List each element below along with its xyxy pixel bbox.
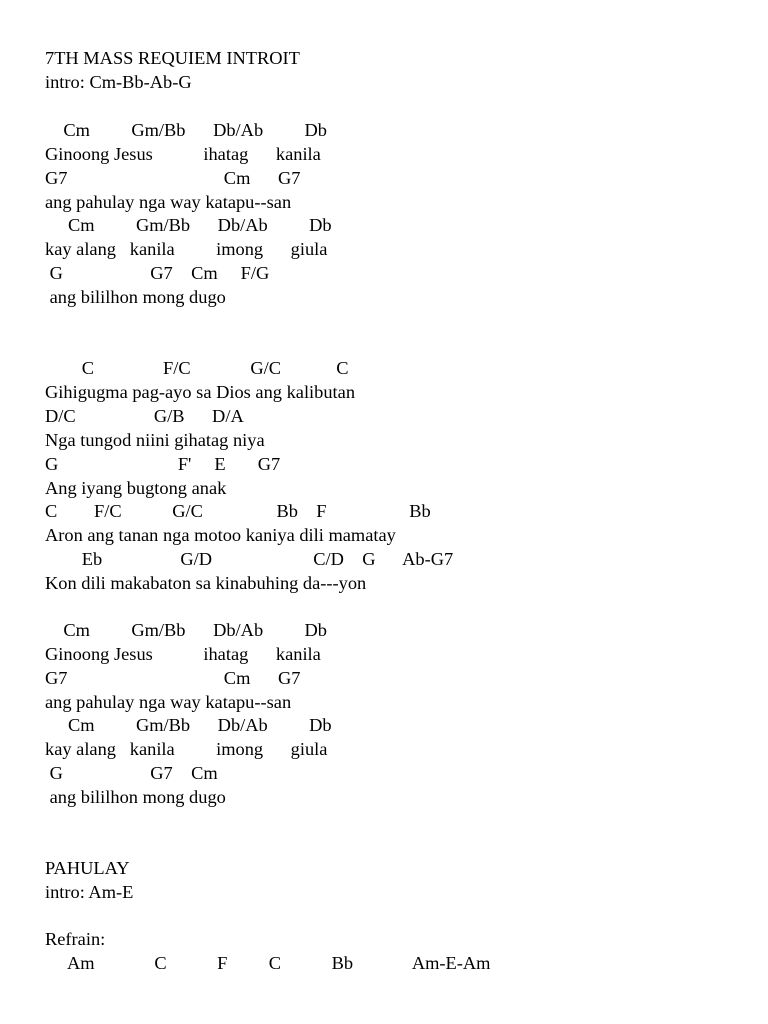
chord-line: Cm Gm/Bb Db/Ab Db bbox=[45, 715, 332, 735]
chord-line: C F/C G/C C bbox=[45, 358, 349, 378]
song-intro: intro: Am-E bbox=[45, 882, 134, 902]
lyric-line: kay alang kanila imong giula bbox=[45, 239, 328, 259]
chord-line: Eb G/D C/D G Ab-G7 bbox=[45, 549, 454, 569]
chord-line: G G7 Cm F/G bbox=[45, 263, 270, 283]
song-title: 7TH MASS REQUIEM INTROIT bbox=[45, 48, 300, 68]
lyric-line: ang pahulay nga way katapu--san bbox=[45, 192, 292, 212]
lyric-line: ang bililhon mong dugo bbox=[45, 787, 226, 807]
chord-line: C F/C G/C Bb F Bb bbox=[45, 501, 431, 521]
lyric-line: kay alang kanila imong giula bbox=[45, 739, 328, 759]
chord-line: G G7 Cm bbox=[45, 763, 218, 783]
lyric-line: Kon dili makabaton sa kinabuhing da---yon bbox=[45, 573, 367, 593]
lyric-line: Ginoong Jesus ihatag kanila bbox=[45, 144, 321, 164]
chord-line: Cm Gm/Bb Db/Ab Db bbox=[45, 215, 332, 235]
lyric-line: ang bililhon mong dugo bbox=[45, 287, 226, 307]
lyric-line: ang pahulay nga way katapu--san bbox=[45, 692, 292, 712]
chord-line: G7 Cm G7 bbox=[45, 668, 301, 688]
refrain-label: Refrain: bbox=[45, 929, 106, 949]
chord-line: Am C F C Bb Am-E-Am bbox=[45, 953, 491, 973]
lyric-line: Ang iyang bugtong anak bbox=[45, 478, 227, 498]
lyric-line: Aron ang tanan nga motoo kaniya dili mamatay bbox=[45, 525, 396, 545]
chord-line: D/C G/B D/A bbox=[45, 406, 244, 426]
lyric-line: Ginoong Jesus ihatag kanila bbox=[45, 644, 321, 664]
lyric-line: Nga tungod niini gihatag niya bbox=[45, 430, 265, 450]
chord-line: G F' E G7 bbox=[45, 454, 281, 474]
lyric-line: Gihigugma pag-ayo sa Dios ang kalibutan bbox=[45, 382, 356, 402]
chord-line: Cm Gm/Bb Db/Ab Db bbox=[45, 620, 328, 640]
song-intro: intro: Cm-Bb-Ab-G bbox=[45, 72, 192, 92]
chord-line: G7 Cm G7 bbox=[45, 168, 301, 188]
chord-line: Cm Gm/Bb Db/Ab Db bbox=[45, 120, 328, 140]
song-title: PAHULAY bbox=[45, 858, 130, 878]
